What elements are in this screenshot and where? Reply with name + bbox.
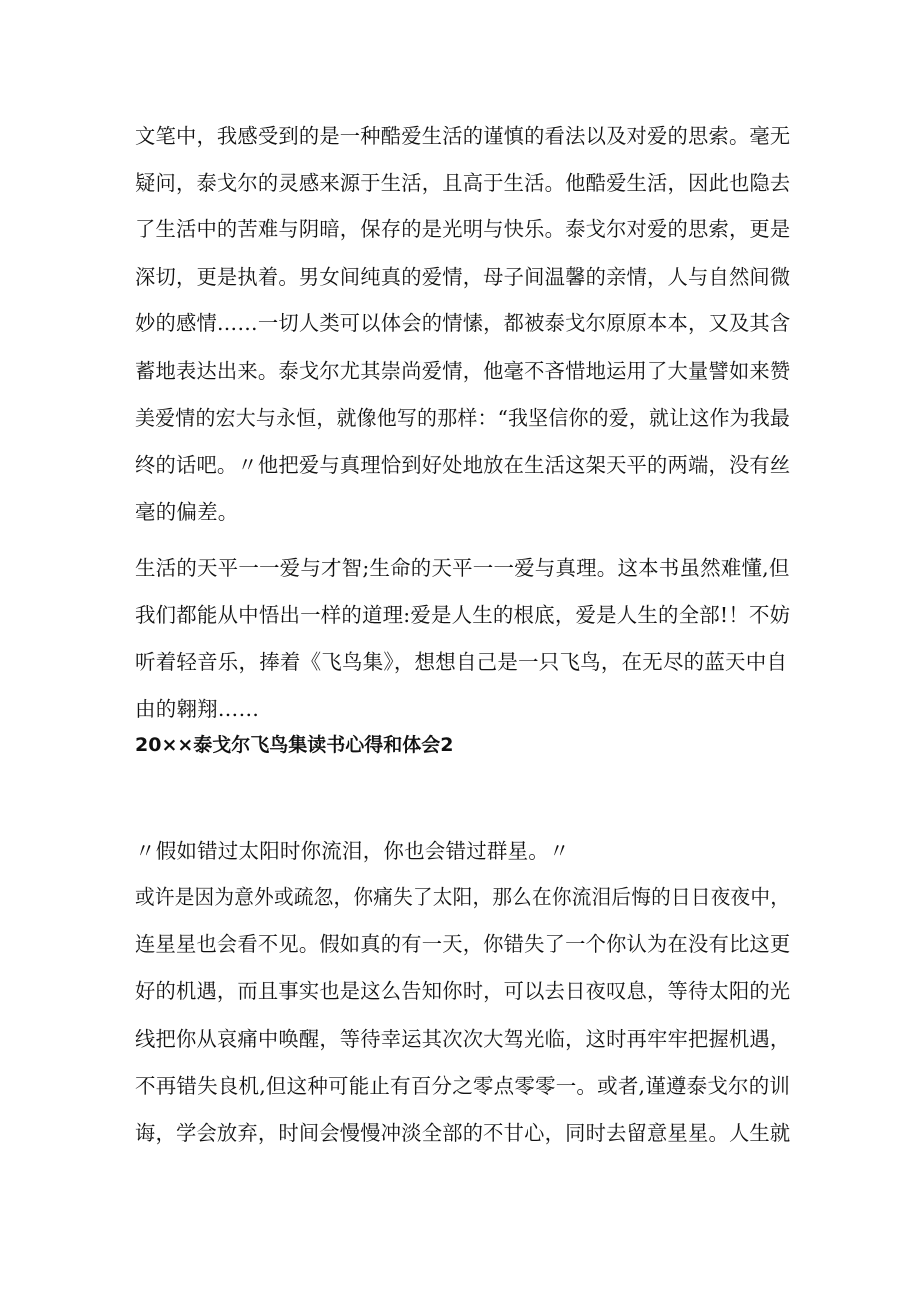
paragraph-3-line: 连星星也会看不见。假如真的有一天，你错失了一个你认为在没有比这更 xyxy=(135,932,791,956)
paragraph-2-line: 生活的天平一一爱与才智;生命的天平一一爱与真理。这本书虽然难懂,但 xyxy=(135,556,790,580)
paragraph-1-line: 终的话吧。〃他把爱与真理恰到好处地放在生活这架天平的两端，没有丝 xyxy=(135,453,791,477)
paragraph-3-line: 好的机遇，而且事实也是这么告知你时，可以去日夜叹息，等待太阳的光 xyxy=(135,979,791,1003)
paragraph-2-line: 由的翱翔…… xyxy=(135,697,260,721)
paragraph-1-line: 毫的偏差。 xyxy=(135,500,239,524)
paragraph-3-line: 或许是因为意外或疏忽，你痛失了太阳，那么在你流泪后悔的日日夜夜中， xyxy=(135,885,791,909)
paragraph-1-line: 蓄地表达出来。泰戈尔尤其崇尚爱情，他毫不吝惜地运用了大量譬如来赞 xyxy=(135,359,791,383)
section-heading: 20××泰戈尔飞鸟集读书心得和体会2 xyxy=(135,734,454,756)
paragraph-3-line: 诲，学会放弃，时间会慢慢冲淡全部的不甘心，同时去留意星星。人生就 xyxy=(135,1121,791,1145)
paragraph-1-line: 文笔中，我感受到的是一种酷爱生活的谨慎的看法以及对爱的思索。毫无 xyxy=(135,124,791,148)
paragraph-2-line: 听着轻音乐，捧着《飞鸟集》，想想自己是一只飞鸟，在无尽的蓝天中自 xyxy=(135,650,788,674)
paragraph-2-line: 我们都能从中悟出一样的道理:爱是人生的根底，爱是人生的全部!！不妨 xyxy=(135,603,791,627)
paragraph-3-line: 线把你从哀痛中唤醒，等待幸运其次次大驾光临，这时再牢牢把握机遇， xyxy=(135,1027,791,1051)
paragraph-1-line: 深切，更是执着。男女间纯真的爱情，母子间温馨的亲情，人与自然间微 xyxy=(135,265,791,289)
paragraph-1-line: 妙的感情……一切人类可以体会的情愫，都被泰戈尔原原本本，又及其含 xyxy=(135,311,791,335)
quote-line: 〃假如错过太阳时你流泪，你也会错过群星。〃 xyxy=(135,839,570,863)
paragraph-3-line: 不再错失良机,但这种可能止有百分之零点零零一。或者,谨遵泰戈尔的训 xyxy=(135,1074,791,1098)
paragraph-1-line: 疑问，泰戈尔的灵感来源于生活，且高于生活。他酷爱生活，因此也隐去 xyxy=(135,171,791,195)
paragraph-1-line: 了生活中的苦难与阴暗，保存的是光明与快乐。泰戈尔对爱的思索，更是 xyxy=(135,217,791,241)
paragraph-1-line: 美爱情的宏大与永恒，就像他写的那样：“我坚信你的爱，就让这作为我最 xyxy=(135,406,791,430)
